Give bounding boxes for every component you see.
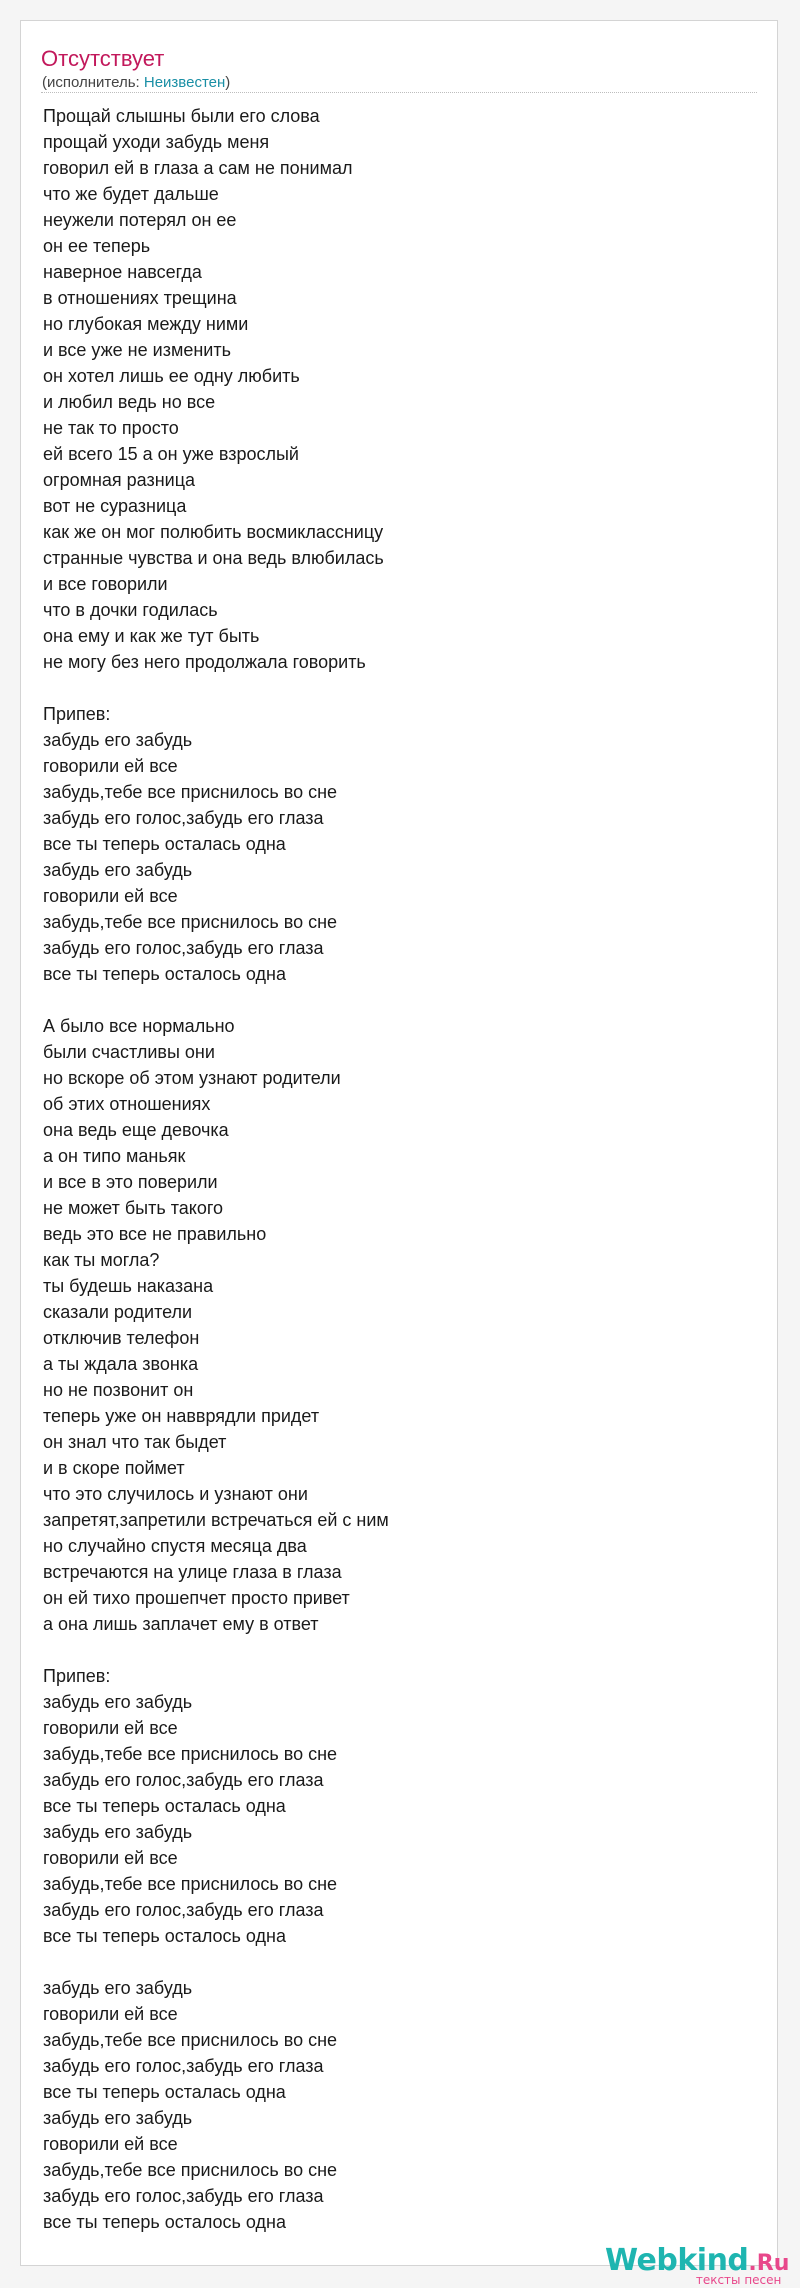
lyric-line: все ты теперь осталась одна xyxy=(43,834,286,854)
lyric-line: вот не суразница xyxy=(43,496,187,516)
lyric-line: она ему и как же тут быть xyxy=(43,626,260,646)
lyric-line: А было все нормально xyxy=(43,1016,235,1036)
lyric-line: забудь его забудь xyxy=(43,1822,193,1842)
lyric-line: как же он мог полюбить восмиклассницу xyxy=(43,522,384,542)
lyric-line: забудь его забудь xyxy=(43,1692,193,1712)
lyric-line: а он типо маньяк xyxy=(43,1146,186,1166)
lyric-line: а она лишь заплачет ему в ответ xyxy=(43,1614,319,1634)
lyric-line: сказали родители xyxy=(43,1302,193,1322)
lyric-line: он ее теперь xyxy=(43,236,151,256)
lyric-line: все ты теперь осталась одна xyxy=(43,1796,286,1816)
lyric-line: что это случилось и узнают они xyxy=(43,1484,308,1504)
stanza-break xyxy=(43,1949,743,1975)
lyrics-body xyxy=(43,103,743,2235)
lyric-line: все ты теперь осталось одна xyxy=(43,2212,286,2232)
lyric-line: что в дочки годилась xyxy=(43,600,218,620)
lyric-line: забудь,тебе все приснилось во сне xyxy=(43,2160,338,2180)
artist-link[interactable]: Неизвестен xyxy=(143,74,226,91)
lyric-line: он хотел лишь ее одну любить xyxy=(43,366,300,386)
lyric-line: огромная разница xyxy=(43,470,196,490)
lyric-line: забудь,тебе все приснилось во сне xyxy=(43,1744,338,1764)
lyric-line: но вскоре об этом узнают родители xyxy=(43,1068,341,1088)
lyric-line: все ты теперь осталось одна xyxy=(43,1926,286,1946)
lyric-line: Припев: xyxy=(43,1666,111,1686)
lyric-line: об этих отношениях xyxy=(43,1094,211,1114)
lyric-line: ты будешь наказана xyxy=(43,1276,214,1296)
lyric-line: забудь,тебе все приснилось во сне xyxy=(43,1874,338,1894)
logo-tld: .Ru xyxy=(748,2251,790,2276)
lyric-line: забудь его забудь xyxy=(43,2108,193,2128)
lyric-line: а ты ждала звонка xyxy=(43,1354,199,1374)
lyric-line: забудь его голос,забудь его глаза xyxy=(43,938,324,958)
lyric-line: забудь его забудь xyxy=(43,860,193,880)
title-divider xyxy=(41,92,757,93)
lyric-line: ей всего 15 а он уже взрослый xyxy=(43,444,299,464)
lyric-line: были счастливы они xyxy=(43,1042,215,1062)
lyric-line: говорили ей все xyxy=(43,2004,178,2024)
lyric-line: как ты могла? xyxy=(43,1250,160,1270)
lyric-line: и все уже не изменить xyxy=(43,340,231,360)
lyric-line: говорили ей все xyxy=(43,756,178,776)
lyric-line: не могу без него продолжала говорить xyxy=(43,652,366,672)
lyric-line: и все говорили xyxy=(43,574,168,594)
lyric-line: говорили ей все xyxy=(43,1718,178,1738)
lyric-line: но не позвонит он xyxy=(43,1380,194,1400)
lyric-line: запретят,запретили встречаться ей с ним xyxy=(43,1510,389,1530)
lyric-line: и любил ведь но все xyxy=(43,392,216,412)
lyric-line: и все в это поверили xyxy=(43,1172,218,1192)
lyric-line: она ведь еще девочка xyxy=(43,1120,229,1140)
lyric-line: ведь это все не правильно xyxy=(43,1224,267,1244)
logo-tagline: тексты песен xyxy=(695,2273,782,2287)
lyric-line: говорили ей все xyxy=(43,1848,178,1868)
lyric-line: забудь,тебе все приснилось во сне xyxy=(43,2030,338,2050)
lyric-line: забудь его голос,забудь его глаза xyxy=(43,1900,324,1920)
stanza-break xyxy=(43,675,743,701)
lyric-line: неужели потерял он ее xyxy=(43,210,237,230)
lyric-line: Прощай слышны были его слова xyxy=(43,106,320,126)
artist-line xyxy=(42,73,230,93)
lyric-line: говорили ей все xyxy=(43,886,178,906)
lyric-line: все ты теперь осталась одна xyxy=(43,2082,286,2102)
lyric-line: забудь его забудь xyxy=(43,1978,193,1998)
lyric-line: не может быть такого xyxy=(43,1198,224,1218)
lyric-line: отключив телефон xyxy=(43,1328,200,1348)
lyric-line: и в скоре поймет xyxy=(43,1458,185,1478)
stanza-break xyxy=(43,1637,743,1663)
lyric-line: что же будет дальше xyxy=(43,184,219,204)
lyric-line: наверное навсегда xyxy=(43,262,202,282)
lyric-line: в отношениях трещина xyxy=(43,288,237,308)
lyric-line: забудь его голос,забудь его глаза xyxy=(43,808,324,828)
lyric-line: забудь его голос,забудь его глаза xyxy=(43,2186,324,2206)
lyric-line: он знал что так быдет xyxy=(43,1432,227,1452)
logo-name: Webkind xyxy=(605,2243,749,2278)
lyric-line: забудь,тебе все приснилось во сне xyxy=(43,912,338,932)
lyric-line: теперь уже он навврядли придет xyxy=(43,1406,320,1426)
lyric-line: забудь его забудь xyxy=(43,730,193,750)
lyric-line: странные чувства и она ведь влюбилась xyxy=(43,548,384,568)
lyric-line: но глубокая между ними xyxy=(43,314,249,334)
song-title: Отсутствует xyxy=(41,46,165,71)
lyric-line: прощай уходи забудь меня xyxy=(43,132,270,152)
lyric-line: но случайно спустя месяца два xyxy=(43,1536,307,1556)
lyric-line: не так то просто xyxy=(43,418,179,438)
artist-suffix: ) xyxy=(225,74,231,91)
lyric-line: говорили ей все xyxy=(43,2134,178,2154)
stanza-break xyxy=(43,987,743,1013)
lyric-line: Припев: xyxy=(43,704,111,724)
artist-prefix: (исполнитель: xyxy=(42,74,144,91)
lyric-line: встречаются на улице глаза в глаза xyxy=(43,1562,342,1582)
site-logo[interactable] xyxy=(605,2243,790,2287)
lyric-line: забудь его голос,забудь его глаза xyxy=(43,1770,324,1790)
lyric-line: забудь его голос,забудь его глаза xyxy=(43,2056,324,2076)
lyric-line: все ты теперь осталось одна xyxy=(43,964,286,984)
lyric-line: он ей тихо прошепчет просто привет xyxy=(43,1588,350,1608)
lyrics-card xyxy=(20,20,790,2287)
lyric-line: говорил ей в глаза а сам не понимал xyxy=(43,158,353,178)
lyric-line: забудь,тебе все приснилось во сне xyxy=(43,782,338,802)
